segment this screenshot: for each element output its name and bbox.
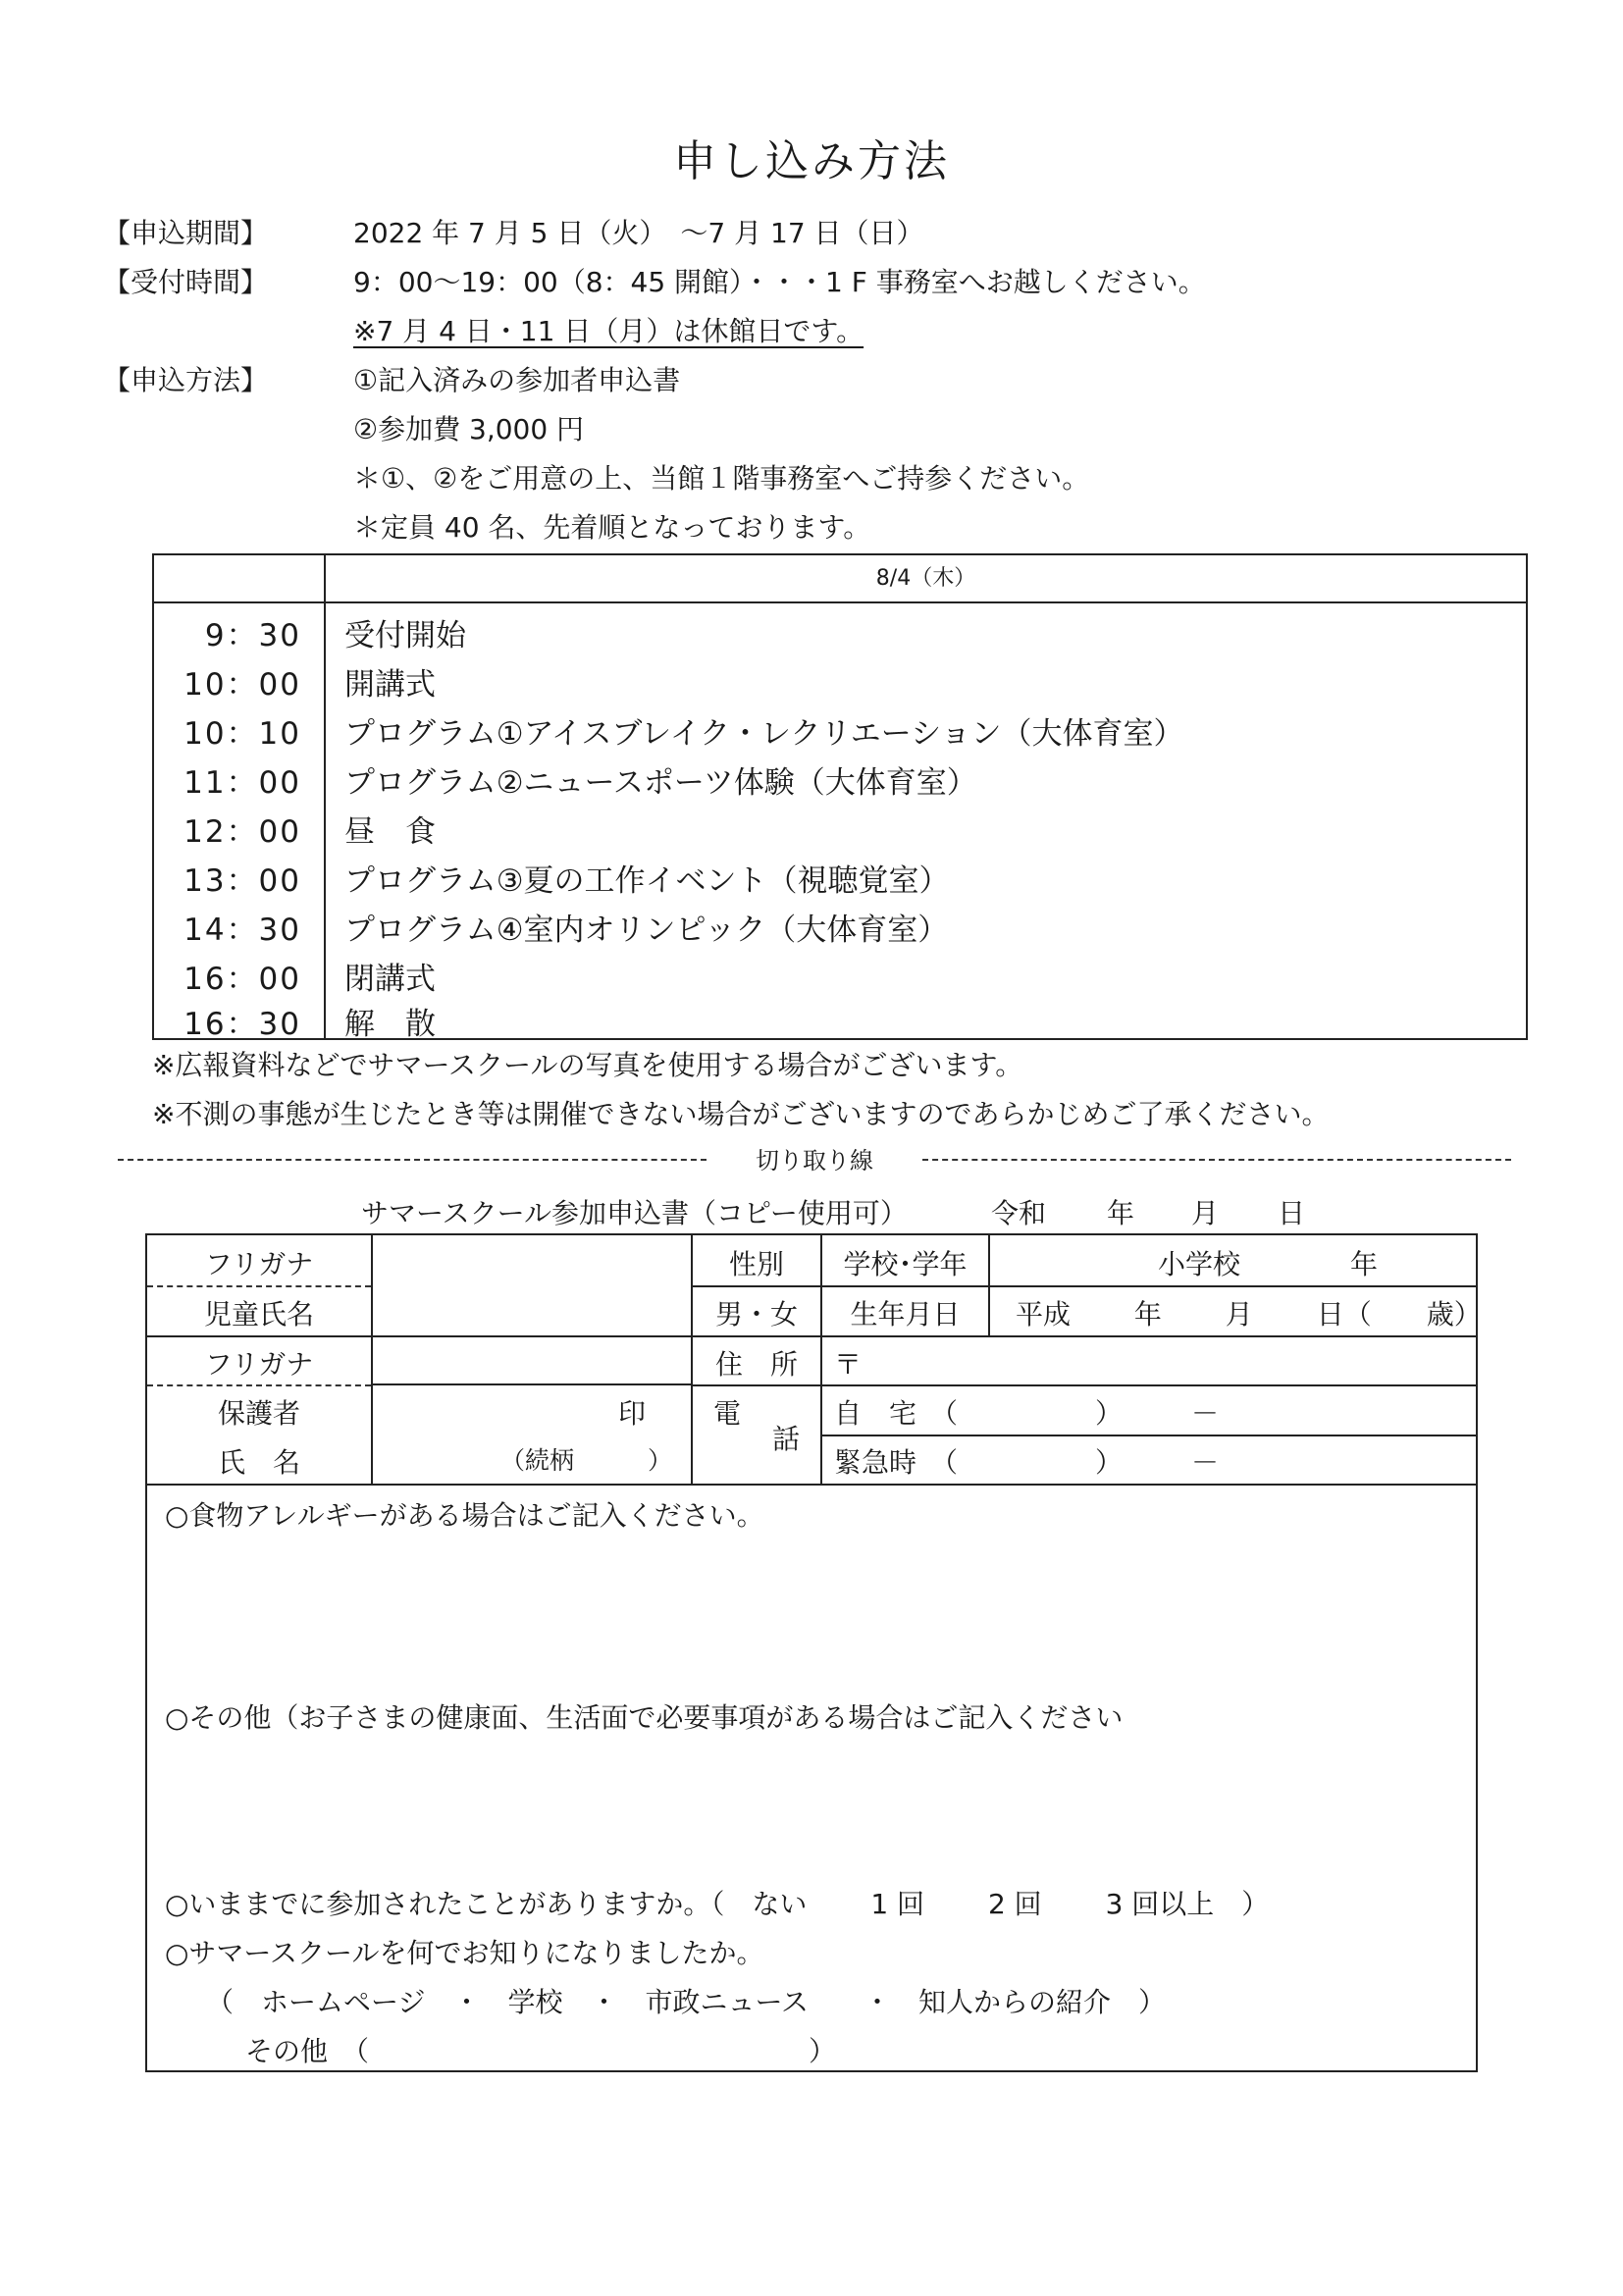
- school-label: 学校･学年: [843, 1248, 968, 1280]
- method-row: [103, 359, 1526, 406]
- header-divider: [154, 601, 1526, 603]
- schedule-time: 10：00: [183, 667, 301, 703]
- how-known-options[interactable]: （ ホームページ ・ 学校 ・ 市政ニュース ・ 知人からの紹介 ）: [206, 1986, 1167, 2018]
- gender-options[interactable]: 男・女: [714, 1298, 798, 1331]
- phone-label: 電: [713, 1397, 742, 1430]
- child-name-label: 児童氏名: [203, 1298, 314, 1331]
- form-dashed-line: [147, 1384, 371, 1386]
- note-cancel: ※不測の事態が生じたとき等は開催できない場合がございますのであらかじめご了承ください。: [152, 1098, 1330, 1130]
- schedule-row: [154, 852, 1526, 901]
- form-day: 日: [1278, 1197, 1306, 1229]
- method-row: [103, 506, 1526, 553]
- child-name-input[interactable]: [373, 1288, 689, 1333]
- schedule-event: プログラム①アイスブレイク・レクリエーション（大体育室）: [344, 716, 1184, 752]
- seal-label: 印: [618, 1397, 647, 1430]
- schedule-event: 閉講式: [344, 962, 436, 997]
- form-hline: [691, 1285, 1476, 1287]
- furigana-input[interactable]: [373, 1337, 689, 1383]
- method-item: ②参加費 3,000 円: [353, 413, 585, 445]
- gender-label: 性別: [728, 1248, 784, 1280]
- period-row: [103, 212, 1526, 259]
- schedule-time: 16：30: [183, 1007, 301, 1042]
- cut-line: [118, 1141, 1511, 1176]
- birthdate-field[interactable]: 平成 年 月 日（ 歳）: [1016, 1298, 1482, 1331]
- method-item: ①記入済みの参加者申込書: [353, 364, 681, 396]
- form-year: 年: [1107, 1197, 1135, 1229]
- schedule-event: 昼 食: [344, 814, 436, 850]
- form-hline: [147, 1484, 1476, 1486]
- schedule-event: プログラム④室内オリンピック（大体育室）: [344, 913, 949, 948]
- schedule-table: [152, 553, 1528, 1040]
- closed-note: ※7 月 4 日・11 日（月）は休館日です。: [353, 315, 864, 347]
- schedule-time: 14：30: [183, 913, 301, 948]
- furigana-label: フリガナ: [204, 1348, 314, 1381]
- address-label: 住 所: [714, 1348, 798, 1381]
- participation-question[interactable]: ○いままでに参加されたことがありますか。（ ない 1 回 2 回 3 回以上 ）: [165, 1888, 1270, 1920]
- page-title: 申し込み方法: [673, 136, 950, 186]
- form-title: サマースクール参加申込書（コピー使用可）: [361, 1197, 908, 1229]
- schedule-event: 受付開始: [344, 618, 466, 653]
- allergy-prompt: ○食物アレルギーがある場合はご記入ください。: [165, 1499, 764, 1532]
- form-hline: [147, 1335, 1476, 1337]
- method-row: [103, 457, 1526, 504]
- form-month: 月: [1191, 1197, 1220, 1229]
- schedule-event: 解 散: [344, 1007, 436, 1042]
- how-known-other[interactable]: その他 （ ）: [245, 2035, 837, 2067]
- home-phone-field[interactable]: 自 宅 （ ） －: [834, 1397, 1220, 1430]
- note-photo: ※広報資料などでサマースクールの写真を使用する場合がございます。: [152, 1049, 1023, 1081]
- schedule-row: [154, 995, 1526, 1044]
- form-hline: [371, 1383, 691, 1385]
- method-item: ＊定員 40 名、先着順となっております。: [353, 511, 871, 544]
- phone-label: 話: [772, 1423, 801, 1455]
- furigana-input[interactable]: [373, 1237, 689, 1284]
- schedule-date: 8/4（木）: [875, 566, 976, 591]
- form-hline: [691, 1384, 1476, 1386]
- form-hline: [820, 1435, 1476, 1436]
- furigana-label: フリガナ: [204, 1248, 314, 1280]
- schedule-row: [154, 606, 1526, 655]
- schedule-row: [154, 901, 1526, 950]
- hours-value: 9：00～19：00（8：45 開館）・・・1 F 事務室へお越しください。: [353, 266, 1206, 298]
- how-known-question: ○サマースクールを何でお知りになりましたか。: [165, 1937, 764, 1969]
- guardian-name-label: 氏 名: [217, 1446, 300, 1479]
- schedule-time: 16：00: [183, 962, 301, 997]
- schedule-time: 12：00: [183, 814, 301, 850]
- method-item: ＊①、②をご用意の上、当館１階事務室へご持参ください。: [353, 462, 1090, 495]
- hours-row: [103, 261, 1526, 308]
- period-label: 【申込期間】: [103, 217, 269, 249]
- schedule-row: [154, 950, 1526, 999]
- form-era: 令和: [991, 1197, 1047, 1229]
- application-form: [145, 1233, 1482, 2072]
- guardian-label: 保護者: [217, 1397, 300, 1430]
- emergency-phone-field[interactable]: 緊急時 （ ） －: [834, 1446, 1220, 1479]
- relation-field[interactable]: （続柄 ）: [500, 1446, 673, 1475]
- school-grade-field[interactable]: 小学校 年: [1158, 1248, 1379, 1280]
- schedule-row: [154, 704, 1526, 754]
- schedule-row: [154, 754, 1526, 803]
- schedule-row: [154, 655, 1526, 704]
- birth-label: 生年月日: [850, 1298, 961, 1331]
- postal-mark: 〒: [834, 1348, 863, 1381]
- form-dashed-line: [147, 1285, 371, 1287]
- method-label: 【申込方法】: [103, 364, 269, 396]
- closed-row: [103, 310, 1526, 357]
- schedule-event: プログラム②ニュースポーツ体験（大体育室）: [344, 765, 977, 801]
- period-value: 2022 年 7 月 5 日（火） ～7 月 17 日（日）: [353, 217, 924, 249]
- schedule-event: 開講式: [344, 667, 436, 703]
- method-row: [103, 408, 1526, 455]
- schedule-row: [154, 803, 1526, 852]
- schedule-time: 10：10: [183, 716, 301, 752]
- schedule-time: 13：00: [183, 863, 301, 899]
- schedule-time: 9：30: [204, 618, 301, 653]
- schedule-time: 11：00: [183, 765, 301, 801]
- hours-label: 【受付時間】: [103, 266, 269, 298]
- other-prompt: ○その他（お子さまの健康面、生活面で必要事項がある場合はご記入ください: [165, 1701, 1124, 1734]
- cut-line-label: 切り取り線: [750, 1147, 879, 1174]
- schedule-event: プログラム③夏の工作イベント（視聴覚室）: [344, 863, 950, 899]
